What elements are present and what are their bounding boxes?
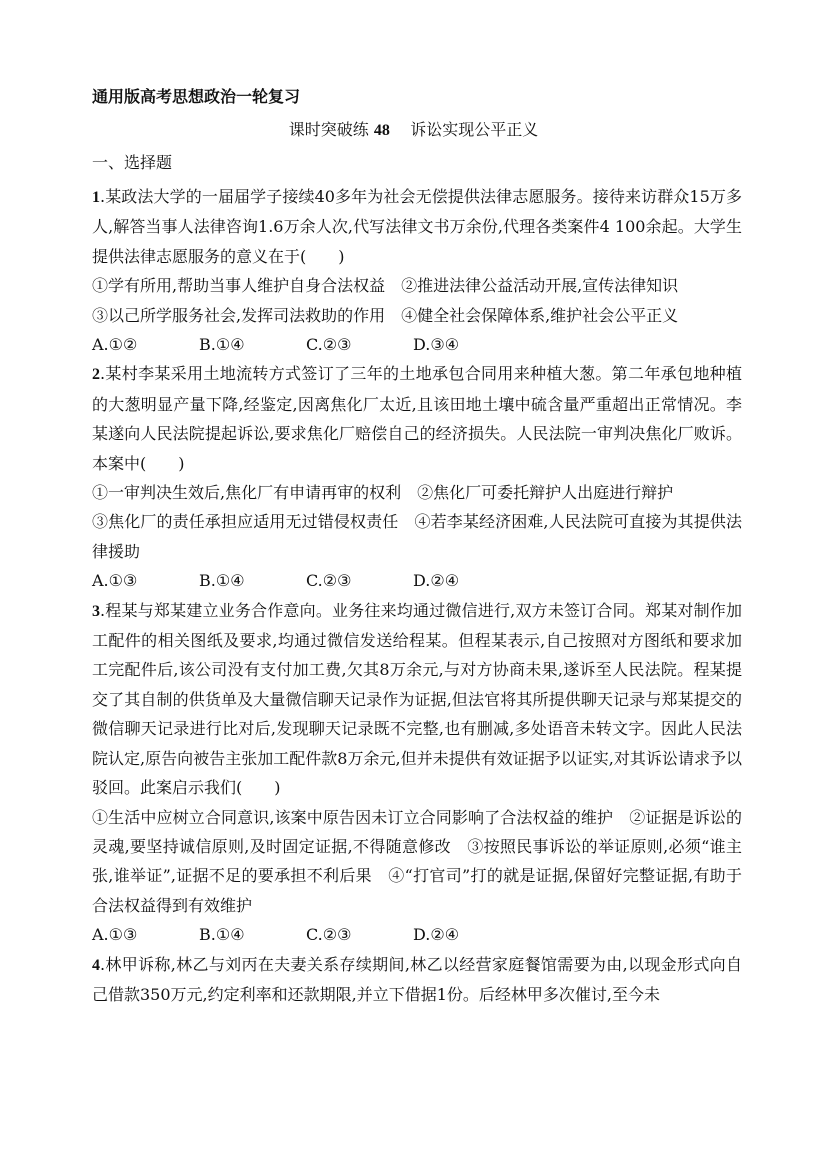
answer-options: [92, 330, 742, 359]
title-suffix: 诉讼实现公平正义: [410, 120, 539, 139]
statement-line: ①一审判决生效后,焦化厂有申请再审的权利 ②焦化厂可委托辩护人出庭进行辩护: [92, 483, 674, 503]
answer-options: [92, 566, 742, 595]
question-4: [92, 950, 742, 1010]
question-number: 4: [92, 956, 100, 974]
question-number: 1: [92, 189, 100, 206]
statement-line: ①学有所用,帮助当事人维护自身合法权益 ②推进法律公益活动开展,宣传法律知识: [92, 276, 679, 296]
question-number: 3: [92, 602, 100, 620]
option-a: A.①②: [92, 335, 138, 355]
section-heading: 一、选择题: [92, 153, 173, 172]
option-c: C.②③: [306, 925, 352, 945]
option-b: B.①④: [199, 925, 245, 945]
option-b: B.①④: [199, 571, 245, 591]
question-2: [92, 359, 742, 595]
question-stem: 2.某村李某采用土地流转方式签订了三年的土地承包合同用来种植大葱。第二年承包地种植的大葱明显产量下降,经鉴定,因离焦化厂太近,且该田地土壤中硫含量严重超出正常情况。李某遂向人民法院提起诉讼,要求焦化厂赔偿自己的经济损失。人民法院一审判决焦化厂败诉。本案中( ): [92, 364, 742, 473]
option-c: C.②③: [306, 335, 352, 355]
statement-line: ①生活中应树立合同意识,该案中原告因未订立合同影响了合法权益的维护 ②证据是诉讼的灵魂,要坚持诚信原则,及时固定证据,不得随意修改 ③按照民事诉讼的举证原则,必须“谁主张,谁举证”,证据不足的要承担不利后果 ④“打官司”打的就是证据,保留好完整证据,有助于合法权益得到有效维护: [92, 807, 742, 915]
question-3: [92, 596, 742, 950]
question-list: [92, 182, 742, 1009]
document-header: 通用版高考思想政治一轮复习: [92, 87, 301, 106]
option-a: A.①③: [92, 571, 138, 591]
title-prefix: 课时突破练: [288, 120, 369, 139]
option-b: B.①④: [199, 335, 245, 355]
statement-line: ③以己所学服务社会,发挥司法救助的作用 ④健全社会保障体系,维护社会公平正义: [92, 305, 679, 325]
question-stem: 4.林甲诉称,林乙与刘丙在夫妻关系存续期间,林乙以经营家庭餐馆需要为由,以现金形式向自己借款350万元,约定利率和还款期限,并立下借据1份。后经林甲多次催讨,至今未: [92, 954, 742, 1004]
lesson-title: [0, 117, 827, 140]
option-c: C.②③: [306, 571, 352, 591]
option-d: D.②④: [413, 571, 460, 591]
question-stem: 1.某政法大学的一届届学子接续40多年为社会无偿提供法律志愿服务。接待来访群众15万多人,解答当事人法律咨询1.6万余人次,代写法律文书万余份,代理各类案件4 100余起。大学生提供法律志愿服务的意义在于( ): [92, 187, 742, 266]
statement-line: ③焦化厂的责任承担应适用无过错侵权责任 ④若李某经济困难,人民法院可直接为其提供法律援助: [92, 512, 742, 561]
answer-options: [92, 920, 742, 949]
option-d: D.②④: [413, 925, 460, 945]
question-number: 2: [92, 366, 100, 384]
question-1: [92, 182, 742, 359]
question-stem: 3.程某与郑某建立业务合作意向。业务往来均通过微信进行,双方未签订合同。郑某对制作加工配件的相关图纸及要求,均通过微信发送给程某。但程某表示,自己按照对方图纸和要求加工完配件后,该公司没有支付加工费,欠其8万余元,与对方协商未果,遂诉至人民法院。程某提交了其自制的供货单及大量微信聊天记录作为证据,但法官将其所提供聊天记录与郑某提交的微信聊天记录进行比对后,发现聊天记录既不完整,也有删减,多处语音未转文字。因此人民法院认定,原告向被告主张加工配件款8万余元,但并未提供有效证据予以证实,对其诉讼请求予以驳回。此案启示我们( ): [92, 600, 742, 798]
option-a: A.①③: [92, 925, 138, 945]
title-number: 48: [373, 122, 390, 139]
option-d: D.③④: [413, 335, 460, 355]
